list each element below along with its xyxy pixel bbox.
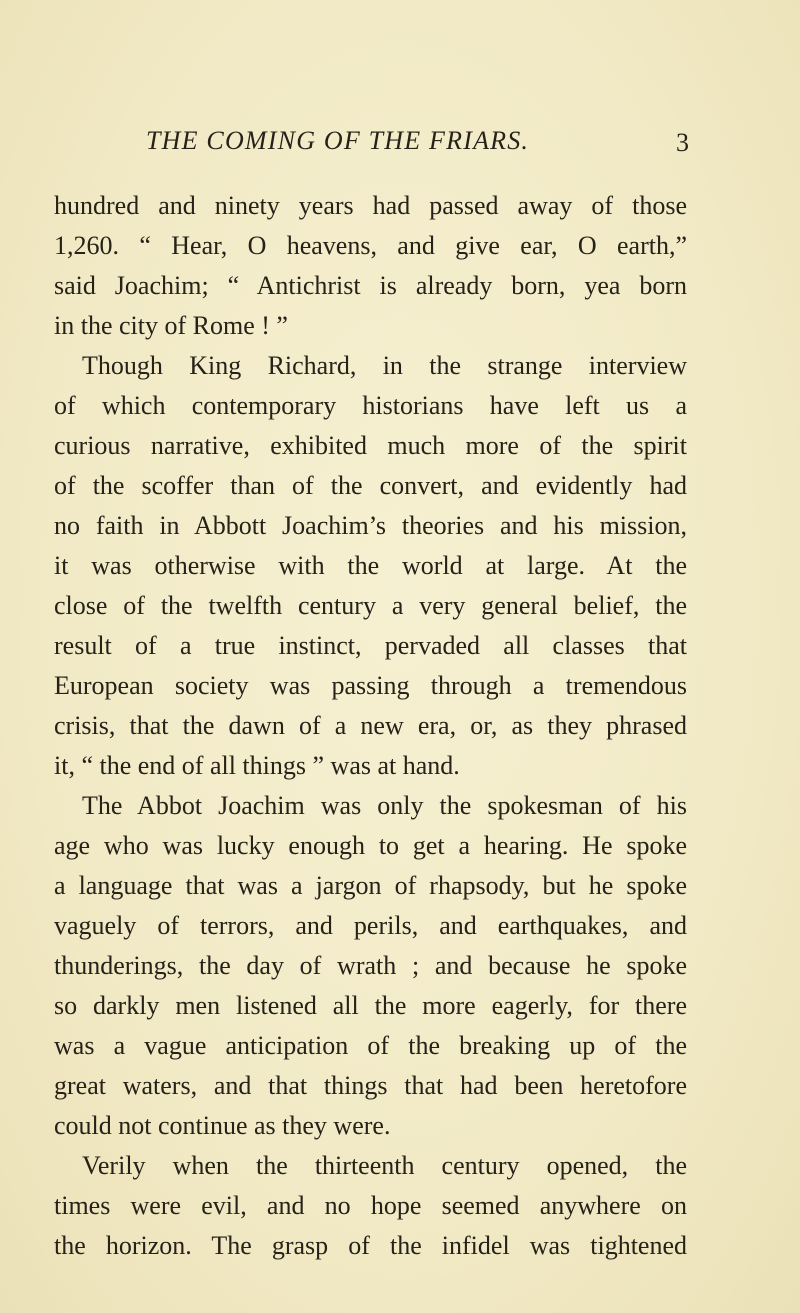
text-line: Verily when the thirteenth century opened, the xyxy=(82,1151,687,1180)
text-line: European society was passing through a tremendous xyxy=(54,671,687,700)
text-line: it was otherwise with the world at large. At the xyxy=(54,551,687,580)
text-line: crisis, that the dawn of a new era, or, as they phrased xyxy=(54,711,687,740)
text-line: of which contemporary historians have left us a xyxy=(54,391,687,420)
text-line: was a vague anticipation of the breaking up of the xyxy=(54,1031,687,1060)
text-line: great waters, and that things that had been heretofore xyxy=(54,1071,687,1100)
text-line: result of a true instinct, pervaded all classes that xyxy=(54,631,687,660)
text-line: no faith in Abbott Joachim’s theories and his mission, xyxy=(54,511,687,540)
text-line: the horizon. The grasp of the infidel was tightened xyxy=(54,1231,687,1260)
text-line: thunderings, the day of wrath ; and because he spoke xyxy=(54,951,687,980)
text-line: 1,260. “ Hear, O heavens, and give ear, O earth,” xyxy=(54,231,687,260)
text-line: a language that was a jargon of rhapsody, but he spoke xyxy=(54,871,687,900)
text-line: The Abbot Joachim was only the spokesman of his xyxy=(82,791,687,820)
text-line: Though King Richard, in the strange interview xyxy=(82,351,687,380)
text-line: could not continue as they were. xyxy=(54,1111,391,1140)
body-text xyxy=(54,186,687,1266)
text-line: curious narrative, exhibited much more of the spirit xyxy=(54,431,687,460)
text-line: age who was lucky enough to get a hearing. He spoke xyxy=(54,831,687,860)
text-line: times were evil, and no hope seemed anywhere on xyxy=(54,1191,687,1220)
text-line: so darkly men listened all the more eagerly, for there xyxy=(54,991,687,1020)
text-line: said Joachim; “ Antichrist is already born, yea born xyxy=(54,271,687,300)
text-line: vaguely of terrors, and perils, and earthquakes, and xyxy=(54,911,687,940)
page-number: 3 xyxy=(676,128,689,157)
text-line: of the scoffer than of the convert, and evidently had xyxy=(54,471,687,500)
text-line: close of the twelfth century a very general belief, the xyxy=(54,591,687,620)
running-head: THE COMING OF THE FRIARS. xyxy=(146,126,530,155)
text-line: it, “ the end of all things ” was at hand. xyxy=(54,751,460,780)
text-line: in the city of Rome ! ” xyxy=(54,311,288,340)
text-line: hundred and ninety years had passed away of those xyxy=(54,191,687,220)
